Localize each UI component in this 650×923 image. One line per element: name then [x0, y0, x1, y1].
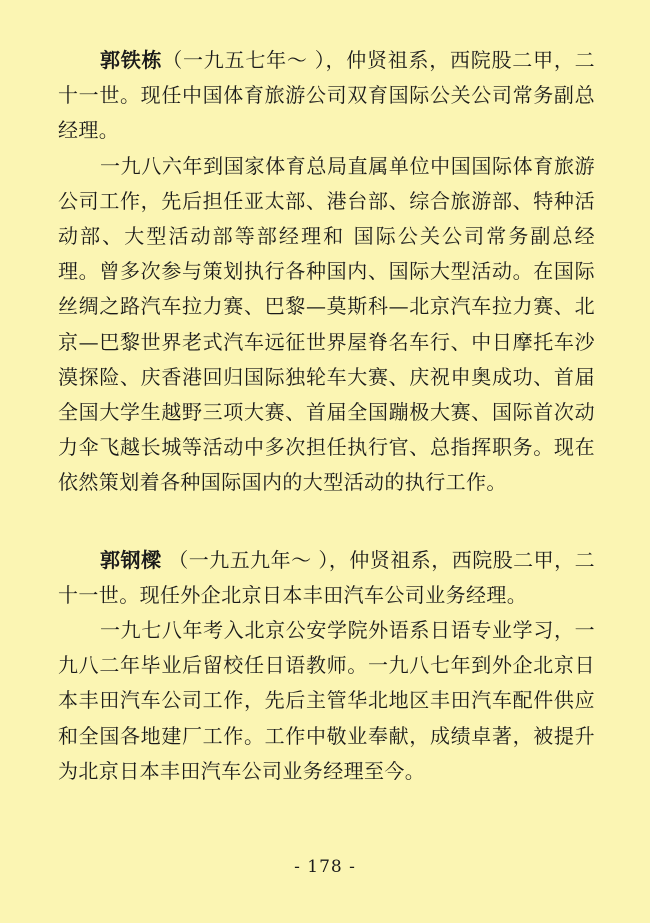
- entry-intro-text: （一九五九年～ ），仲贤祖系，西院股二甲，二十一世。现任外企北京日本丰田汽车公司业务经理。: [58, 547, 596, 607]
- document-page: [58, 43, 595, 789]
- entry-body-paragraph: 一九八六年到国家体育总局直属单位中国国际体育旅游公司工作，先后担任亚太部、港台部、综合旅游部、特种活动部、大型活动部等部经理和 国际公关公司常务副总经理。曾多次参与策划执行各种国内、国际大型活动。在国际丝绸之路汽车拉力赛、巴黎—莫斯科—北京汽车拉力赛、北京—巴黎世界老式汽车远征世界屋脊名车行、中日摩托车沙漠探险、庆香港回归国际独轮车大赛、庆祝申奥成功、首届全国大学生越野三项大赛、首届全国蹦极大赛、国际首次动力伞飞越长城等活动中多次担任执行官、总指挥职务。现在依然策划着各种国际国内的大型活动的执行工作。: [58, 153, 595, 495]
- biography-entry: [58, 43, 595, 501]
- entry-intro-paragraph: [58, 543, 595, 613]
- entry-body-paragraph: 一九七八年考入北京公安学院外语系日语专业学习，一九八二年毕业后留校任日语教师。一九八七年到外企北京日本丰田汽车公司工作，先后主管华北地区丰田汽车配件供应和全国各地建厂工作。工作中敬业奉献，成绩卓著，被提升为北京日本丰田汽车公司业务经理至今。: [58, 618, 595, 783]
- person-name: 郭铁栋: [100, 48, 163, 72]
- biography-entry: [58, 543, 595, 789]
- entry-intro-paragraph: [58, 43, 595, 149]
- page-number: - 178 -: [294, 857, 356, 877]
- entry-intro-text: （一九五七年～ ），仲贤祖系，西院股二甲，二十一世。现任中国体育旅游公司双育国际公关公司常务副总经理。: [58, 48, 595, 143]
- person-name: 郭钢樑: [100, 547, 162, 572]
